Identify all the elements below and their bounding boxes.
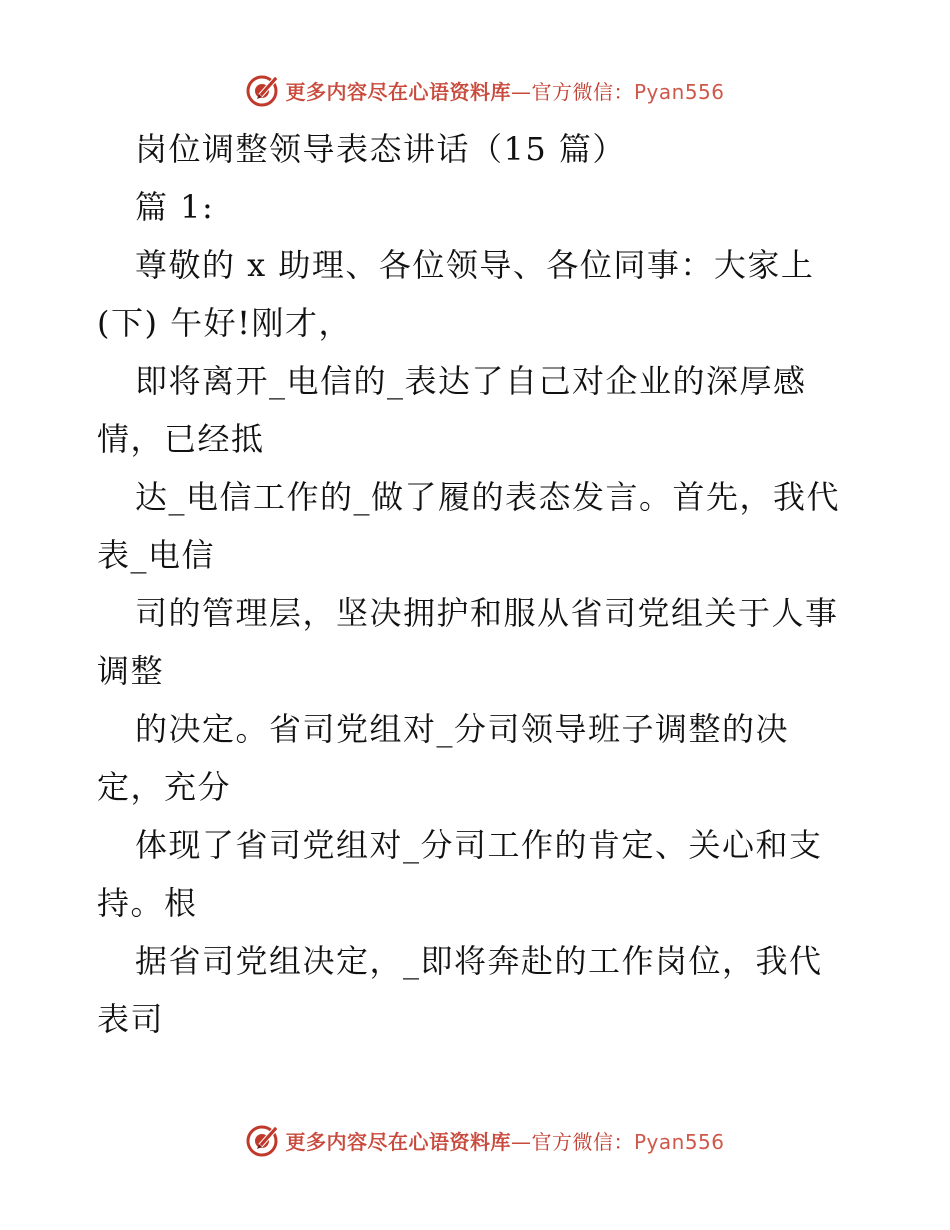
document-body xyxy=(97,120,857,1048)
watermark-official: 官方微信： xyxy=(531,1129,634,1154)
watermark-main: 更多内容尽在心语资料库 xyxy=(285,1129,511,1154)
watermark-text xyxy=(285,76,724,105)
pen-logo-icon xyxy=(245,72,281,108)
paragraph-line: 表_电信 xyxy=(97,536,216,574)
document-title: 岗位调整领导表态讲话（15 篇） xyxy=(135,130,626,168)
watermark-official: 官方微信： xyxy=(531,79,634,104)
watermark-group xyxy=(245,1122,724,1158)
paragraph-line: (下) 午好!刚才， xyxy=(97,304,353,342)
paragraph-line: 调整 xyxy=(97,652,165,690)
section-heading: 篇 1: xyxy=(135,188,215,226)
watermark-separator: — xyxy=(510,79,532,104)
watermark-wechat-id: Pyan556 xyxy=(633,79,725,104)
pen-logo-icon xyxy=(245,1122,281,1158)
paragraph-line: 据省司党组决定，_即将奔赴的工作岗位，我代 xyxy=(135,942,823,980)
footer-watermark xyxy=(0,1120,950,1160)
watermark-wechat-id: Pyan556 xyxy=(633,1129,725,1154)
header-watermark xyxy=(0,70,950,110)
watermark-text xyxy=(285,1126,724,1155)
paragraph-line: 尊敬的 x 助理、各位领导、各位同事：大家上 xyxy=(135,246,815,284)
paragraph-line: 情，已经抵 xyxy=(97,420,265,458)
paragraph-line: 表司 xyxy=(97,1000,165,1038)
paragraph-line: 体现了省司党组对_分司工作的肯定、关心和支 xyxy=(135,826,823,864)
paragraph-line: 持。根 xyxy=(97,884,198,922)
paragraph-line: 的决定。省司党组对_分司领导班子调整的决 xyxy=(135,710,790,748)
watermark-group xyxy=(245,72,724,108)
watermark-main: 更多内容尽在心语资料库 xyxy=(285,79,511,104)
paragraph-line: 司的管理层，坚决拥护和服从省司党组关于人事 xyxy=(135,594,839,632)
paragraph-line: 定，充分 xyxy=(97,768,232,806)
paragraph-line: 达_电信工作的_做了履的表态发言。首先，我代 xyxy=(135,478,841,516)
watermark-separator: — xyxy=(510,1129,532,1154)
paragraph-line: 即将离开_电信的_表达了自己对企业的深厚感 xyxy=(135,362,807,400)
